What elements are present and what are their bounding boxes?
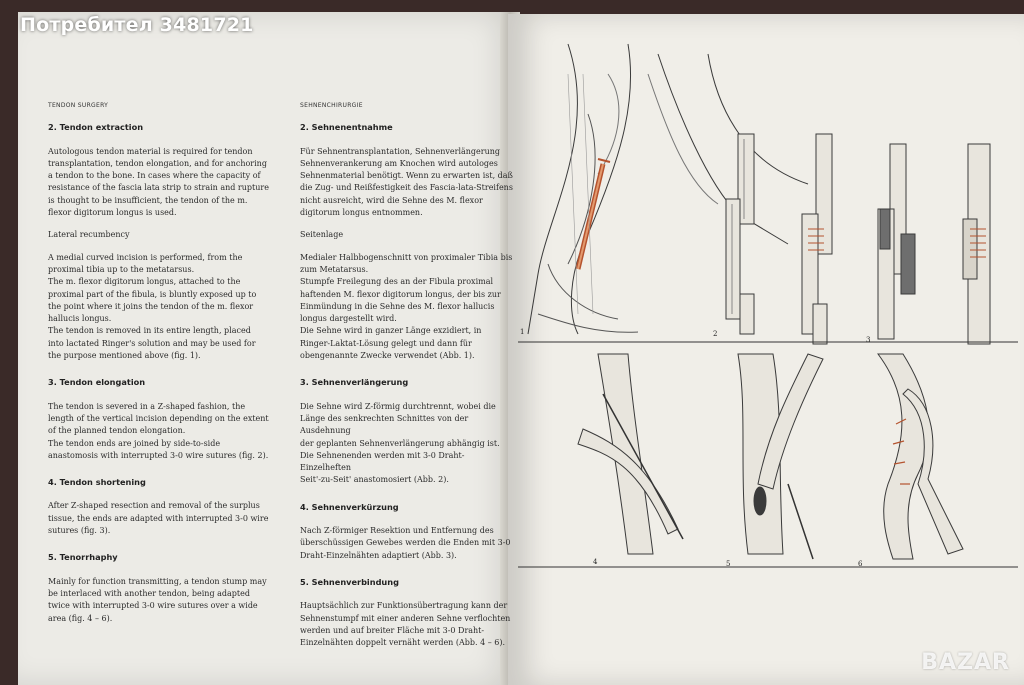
para-tenorrhaphy: Mainly for function transmitting, a tendon stump may be interlaced with another tendon, being adapted twice with interrupted 3-0 wire sutures over a wide area (fig. 4 – 6). (48, 576, 267, 623)
heading-sehnenentnahme: 2. Sehnenentnahme (300, 122, 393, 133)
heading-sehnenverkuerzung: 4. Sehnenverkürzung (300, 501, 399, 512)
user-watermark: Потребител 3481721 (20, 14, 254, 36)
figure-label-6: 6 (858, 560, 863, 568)
figure-1-leg-drawing (528, 44, 808, 334)
german-column (300, 100, 515, 649)
figure-5-tendon-interlacing (738, 354, 823, 559)
right-page-illustrations (508, 14, 1024, 685)
figure-label-5: 5 (726, 560, 731, 568)
figure-3b-tendon-sutured (963, 144, 990, 344)
english-column (48, 100, 288, 625)
figure-label-2: 2 (713, 330, 718, 338)
para-verlaengerung: Die Sehne wird Z-förmig durchtrennt, wobei die Länge des senkrechten Schnittes von der Ausdehnung der geplanten Sehnenverlängerung abhängig ist. Die Sehnenenden werden mit 3-0 Draht-Einzelheften Seit'-zu-Seit' anastomosiert (Abb. 2). (300, 401, 500, 485)
heading-tendon-shortening: 4. Tendon shortening (48, 477, 146, 488)
section-label-de: SEHNENCHIRURGIE (300, 102, 363, 109)
patient-position-en: Lateral recumbency (48, 230, 130, 240)
para-verkuerzung: Nach Z-förmiger Resektion und Entfernung des überschüssigen Gewebes werden die Enden mit 3-0 Draht-Einzelnähten adaptiert (Abb. 3). (300, 526, 511, 560)
figure-label-3: 3 (866, 336, 871, 344)
para-extraction-intro: Autologous tendon material is required for tendon transplantation, tendon elongation, and for anchoring a tendon to the bone. In cases where the capacity of resistance of the fascia lata strip to strain and rupture is thought to be insufficient, the tendon of the m. flexor digitorum longus is used. (48, 146, 269, 218)
section-label-en: TENDON SURGERY (48, 102, 109, 109)
heading-tenorrhaphy: 5. Tenorrhaphy (48, 552, 118, 563)
figure-6-tendon-sutured (878, 354, 963, 559)
heading-tendon-elongation: 3. Tendon elongation (48, 377, 146, 388)
para-entnahme-procedure: Medialer Halbbogenschnitt von proximaler Tibia bis zum Metatarsus. Stumpfe Freilegung des an der Fibula proximal haftenden M. flexor digitorum longus, der bis zur Einmündung in die Sehne des M. flexor hallucis longus dargestellt wird. Die Sehne wird in ganzer Länge exzidiert, in Ringer-Laktat-Lösung gelegt und dann für obengenannte Zwecke verwendet (Abb. 1). (300, 252, 513, 361)
figure-2-tendon-elongation (726, 134, 754, 334)
figure-label-1: 1 (520, 328, 525, 336)
heading-sehnenverbindung: 5. Sehnenverbindung (300, 576, 399, 587)
para-shortening: After Z-shaped resection and removal of the surplus tissue, the ends are adapted with interrupted 3-0 wire sutures (fig. 3). (48, 501, 269, 536)
heading-tendon-extraction: 2. Tendon extraction (48, 122, 144, 133)
patient-position-de: Seitenlage (300, 230, 344, 240)
para-entnahme-intro: Für Sehnentransplantation, Sehnenverlängerung Sehnenverankerung am Knochen wird autologes Sehnenmaterial benötigt. Wenn zu erwarten ist, daß die Zug- und Reißfestigkeit des Fascia-lata-Streifens nicht ausreicht, wird die Sehne des M. flexor digitorum longus entnommen. (300, 146, 513, 218)
figure-label-4: 4 (593, 558, 598, 566)
tendon-surgery-illustrations (508, 14, 1024, 685)
para-verbindung: Hauptsächlich zur Funktionsübertragung kann der Sehnenstumpf mit einer anderen Sehne verflochten werden und auf breiter Fläche mit 3-0 Draht- Einzelnähten doppelt vernäht werden (Abb. 4 – 6). (300, 601, 511, 648)
figure-4-tendon-interlacing (578, 354, 683, 554)
para-elongation: The tendon is severed in a Z-shaped fashion, the length of the vertical incision depending on the extent of the planned tendon elongation. The tendon ends are joined by side-to-side anastomosis with interrupted 3-0 wire sutures (fig. 2). (48, 401, 269, 460)
heading-sehnenverlaengerung: 3. Sehnenverlängerung (300, 377, 409, 388)
bazar-logo: BAZAR (921, 650, 1010, 675)
para-extraction-procedure: A medial curved incision is performed, from the proximal tibia up to the metatarsus. The m. flexor digitorum longus, attached to the proximal part of the fibula, is bluntly exposed up to the point where it joins the tendon of the m. flexor hallucis longus. The tendon is removed in its entire length, placed into lactated Ringer's solution and may be used for the purpose mentioned above (fig. 1). (48, 252, 257, 361)
figure-2b-tendon-sutured (802, 134, 832, 344)
figure-3-tendon-shortening (878, 144, 915, 339)
